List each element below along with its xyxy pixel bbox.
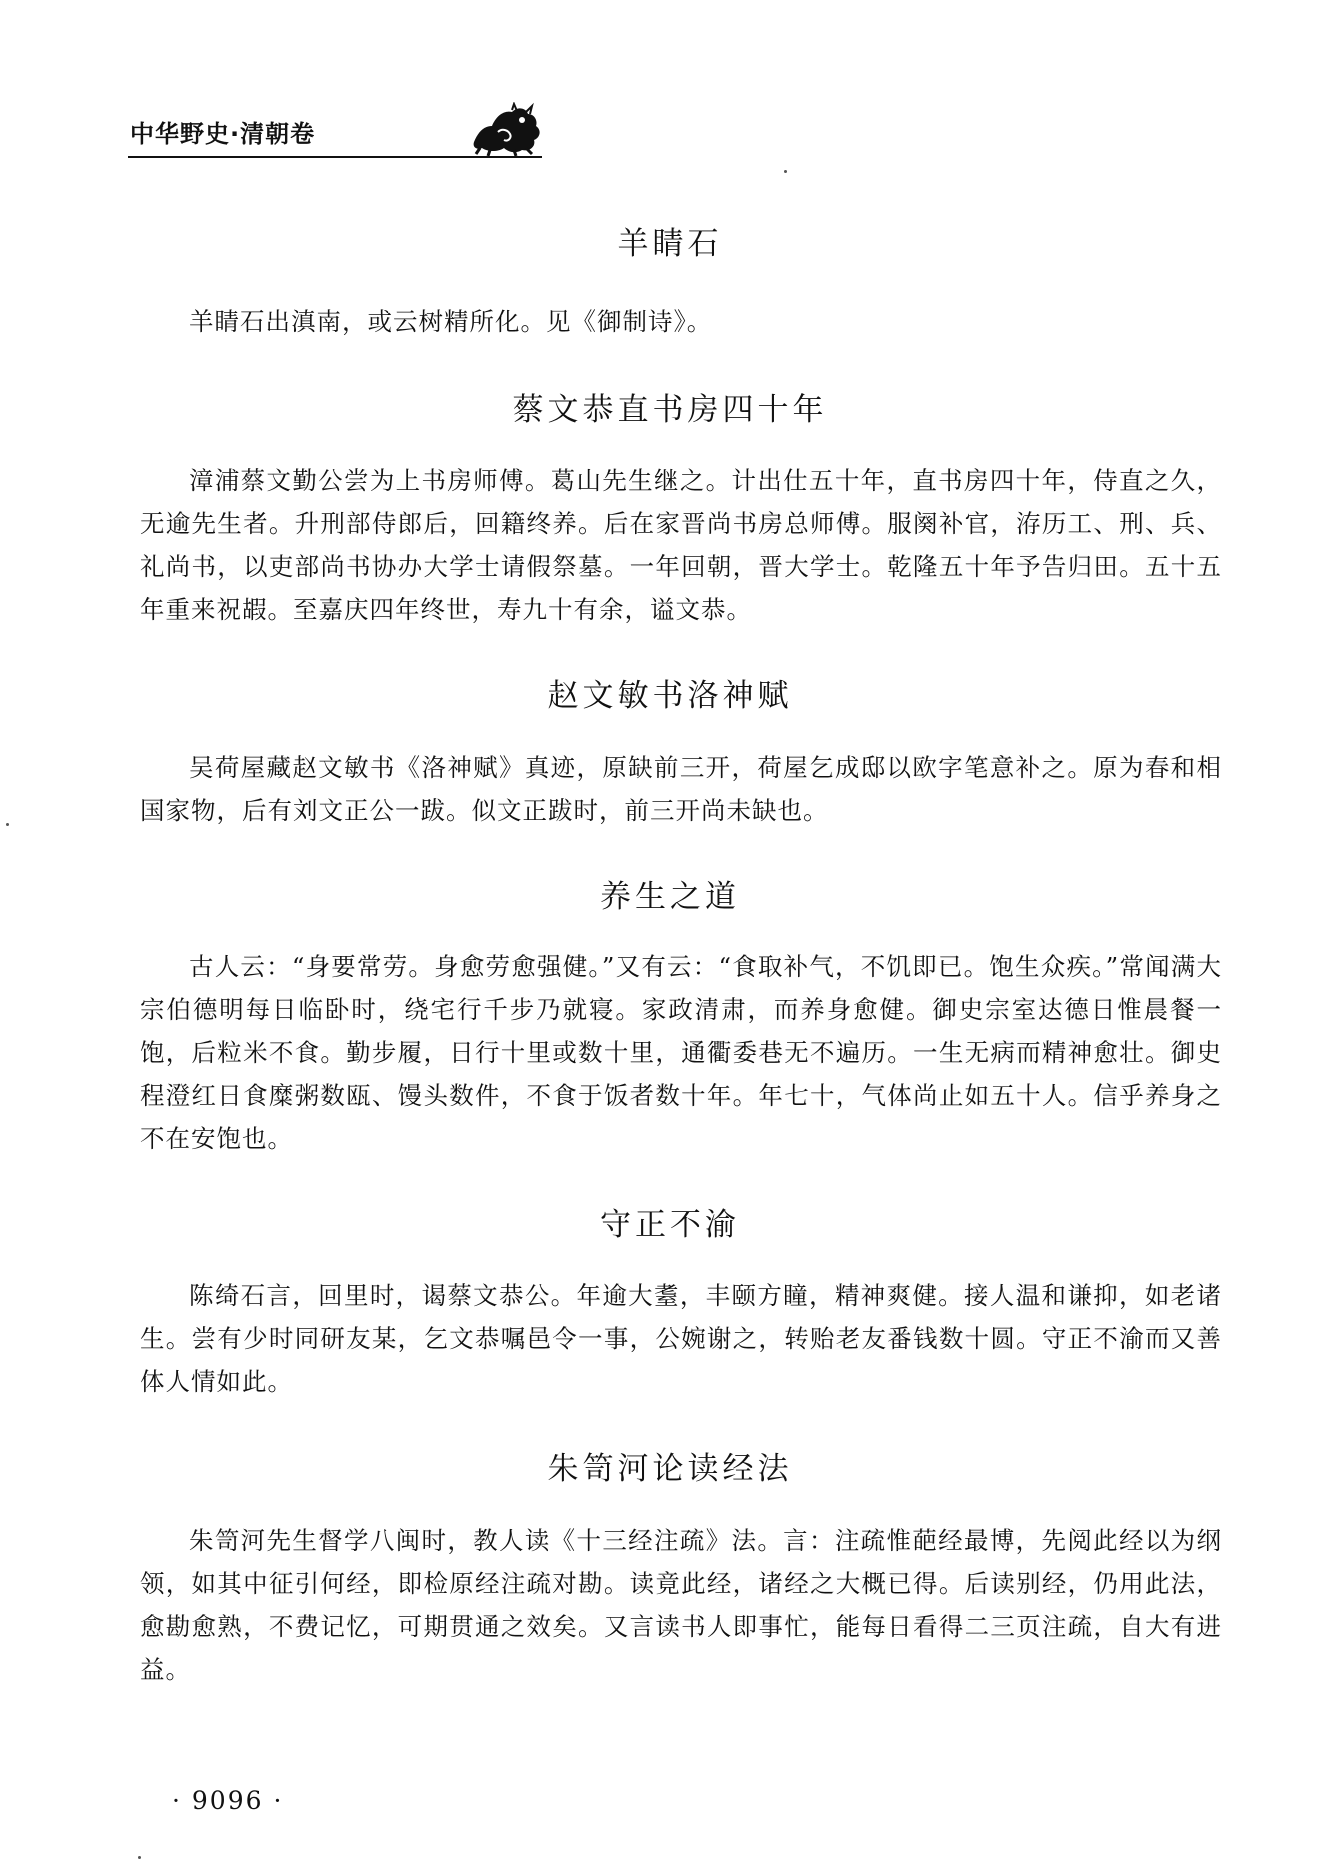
header-rule: [128, 156, 542, 158]
section-title: 朱笥河论读经法: [547, 1451, 793, 1487]
running-header: [128, 100, 542, 158]
section-paragraph: 羊睛石出滇南，或云树精所化。见《御制诗》。: [189, 307, 713, 336]
section-title: 蔡文恭直书房四十年: [512, 392, 828, 428]
section-paragraph: 吴荷屋藏赵文敏书《洛神赋》真迹，原缺前三开，荷屋乞成邸以欧字笔意补之。原为春和相国家物，后有刘文正公一跋。似文正跋时，前三开尚未缺也。: [140, 753, 1222, 825]
scan-speck: [784, 170, 787, 173]
scan-speck: [6, 823, 9, 826]
section-paragraph: 陈绮石言，回里时，谒蔡文恭公。年逾大耋，丰颐方瞳，精神爽健。接人温和谦抑，如老诸生。尝有少时同研友某，乞文恭嘱邑令一事，公婉谢之，转贻老友番钱数十圆。守正不渝而又善体人情如此。: [140, 1281, 1222, 1396]
section-title: 养生之道: [600, 879, 740, 915]
section-paragraph: 古人云：“身要常劳。身愈劳愈强健。”又有云：“食取补气，不饥即已。饱生众疾。”常闻满大宗伯德明每日临卧时，绕宅行千步乃就寝。家政清肃，而养身愈健。御史宗室达德日惟晨餐一饱，后粒米不食。勤步履，日行十里或数十里，通衢委巷无不遍历。一生无病而精神愈壮。御史程澄红日食糜粥数瓯、馒头数件，不食于饭者数十年。年七十，气体尚止如五十人。信乎养身之不在安饱也。: [140, 952, 1222, 1153]
section-title: 赵文敏书洛神赋: [547, 678, 793, 714]
section-paragraph: 朱笥河先生督学八闽时，教人读《十三经注疏》法。言：注疏惟葩经最博，先阅此经以为纲领，如其中征引何经，即检原经注疏对勘。读竟此经，诸经之大概已得。后读别经，仍用此法，愈勘愈熟，不费记忆，可期贯通之效矣。又言读书人即事忙，能每日看得二三页注疏，自大有进益。: [140, 1526, 1222, 1684]
section-title: 守正不渝: [600, 1207, 740, 1243]
page-number: · 9096 ·: [172, 1786, 284, 1815]
section-paragraph: 漳浦蔡文勤公尝为上书房师傅。葛山先生继之。计出仕五十年，直书房四十年，侍直之久，无逾先生者。升刑部侍郎后，回籍终养。后在家晋尚书房总师傅。服阕补官，洊历工、刑、兵、礼尚书，以吏部尚书协办大学士请假祭墓。一年回朝，晋大学士。乾隆五十年予告归田。五十五年重来祝嘏。至嘉庆四年终世，寿九十有余，谥文恭。: [140, 466, 1222, 624]
dragon-emblem-icon: [468, 102, 544, 156]
scan-speck: [138, 1856, 141, 1859]
section-title: 羊睛石: [617, 226, 723, 262]
book-title: 中华野史·清朝卷: [130, 120, 316, 148]
